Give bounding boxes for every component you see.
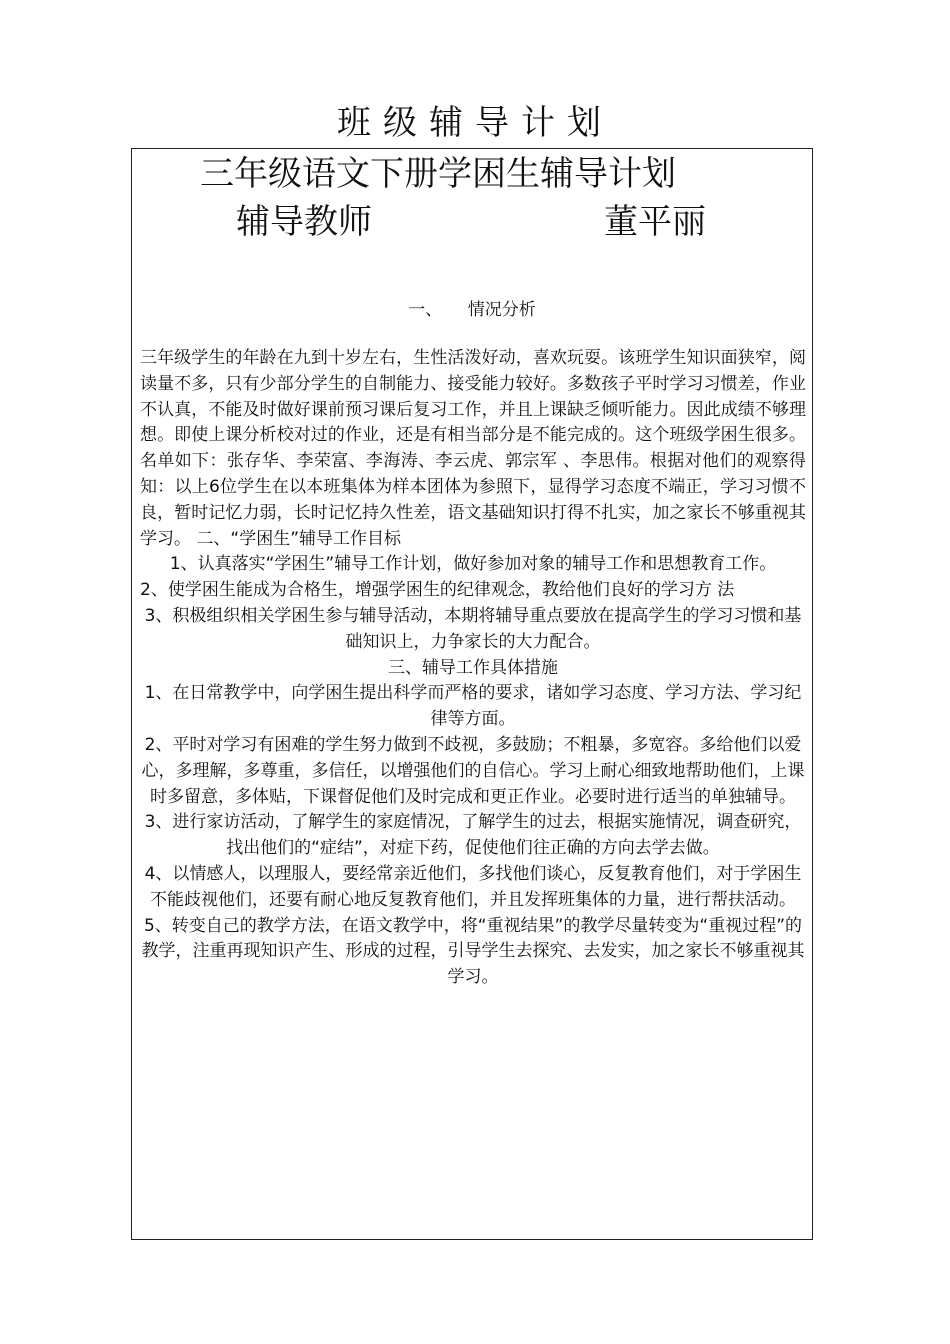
goal-item: 2、使学困生能成为合格生，增强学困生的纪律观念，教给他们良好的学习方 法	[140, 580, 735, 601]
analysis-paragraph: 三年级学生的年龄在九到十岁左右，生性活泼好动，喜欢玩耍。该班学生知识面狭窄，阅读量不多，只有少部分学生的自制能力、接受能力较好。多数孩子平时学习习惯差，作业不认真，不能及时做好课前预习课后复习工作，并且上课缺乏倾听能力。因此成绩不够理想。即使上课分析校对过的作业，还是有相当部分是不能完成的。这个班级学困生很多。名单如下：张存华、李荣富、李海涛、李云虎、郭宗军 、李思伟。根据对他们的观察得知：以上6位学生在以本班集体为样本团体为参照下，显得学习态度不端正，学习习惯不良，暂时记忆力弱，长时记忆持久性差，语文基础知识打得不扎实，加之家长不够重视其学习。 二、“学困生”辅导工作目标	[140, 348, 806, 549]
section-title: 情况分析	[467, 300, 536, 320]
section-heading-measures: 三、辅导工作具体措施	[388, 657, 558, 678]
teacher-name: 董平丽	[604, 202, 706, 242]
measure-item: 2、平时对学习有困难的学生努力做到不歧视，多鼓励；不粗暴，多宽容。多给他们以爱心，多理解，多尊重，多信任，以增强他们的自信心。学习上耐心细致地帮助他们，上课时多留意，多体贴，下课督促他们及时完成和更正作业。必要时进行适当的单独辅导。	[141, 734, 805, 807]
page-title: 班级辅导计划	[337, 103, 613, 143]
section-number: 一、	[408, 300, 443, 320]
document-heading: 三年级语文下册学困生辅导计划	[200, 154, 676, 194]
measure-item: 4、以情感人，以理服人，要经常亲近他们，多找他们谈心，反复教育他们，对于学困生不能歧视他们，还要有耐心地反复教育他们，并且发挥班集体的力量，进行帮扶活动。	[144, 863, 802, 910]
goal-item: 1、认真落实“学困生”辅导工作计划，做好参加对象的辅导工作和思想教育工作。	[169, 554, 777, 575]
teacher-label: 辅导教师	[236, 202, 372, 242]
measure-item: 5、转变自己的教学方法，在语文教学中，将“重视结果”的教学尽量转变为“重视过程”的教学，注重再现知识产生、形成的过程，引导学生去探究、去发实，加之家长不够重视其学习。	[141, 915, 805, 988]
measure-item: 3、进行家访活动，了解学生的家庭情况，了解学生的过去，根据实施情况，调查研究，找出他们的“症结”，对症下药，促使他们往正确的方向去学去做。	[144, 812, 802, 859]
goal-item: 3、积极组织相关学困生参与辅导活动，本期将辅导重点要放在提高学生的学习习惯和基础知识上，力争家长的大力配合。	[144, 605, 802, 652]
measure-item: 1、在日常教学中，向学困生提出科学而严格的要求，诸如学习态度、学习方法、学习纪律等方面。	[144, 683, 802, 730]
document-body	[140, 346, 806, 991]
section-heading-analysis	[131, 298, 813, 322]
